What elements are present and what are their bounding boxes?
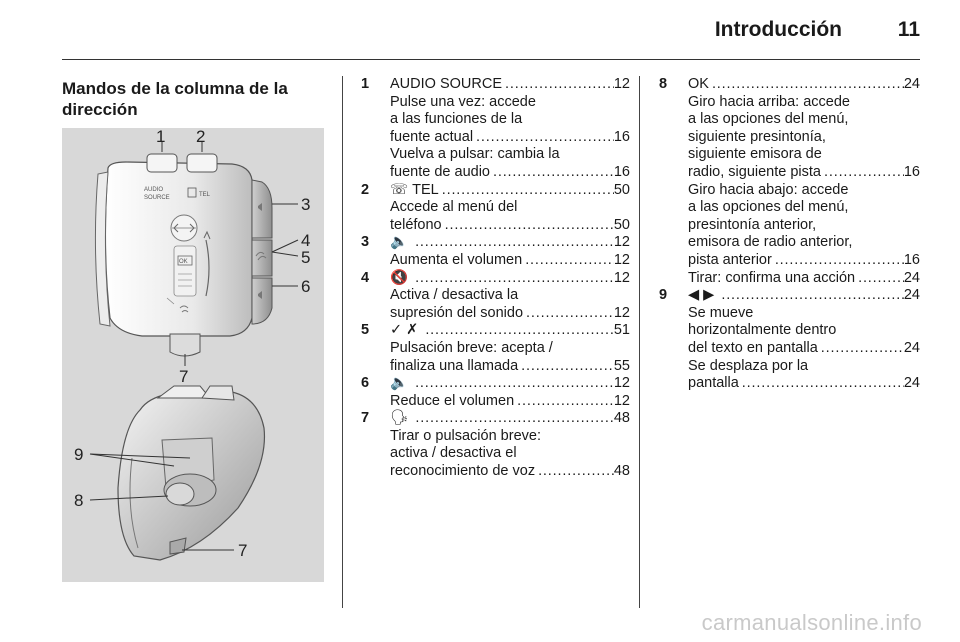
entry-text: a las funciones de la <box>390 111 523 128</box>
entry-line <box>390 322 630 340</box>
entry-text: OK <box>688 76 709 92</box>
entry-line <box>688 182 920 200</box>
entry-line <box>390 217 630 235</box>
entry-number: 7 <box>361 410 370 427</box>
entry-text: TEL <box>412 181 439 198</box>
volume-up-icon: 🔈 <box>390 234 409 251</box>
column-divider <box>342 76 343 608</box>
voice-recognition-icon: 🗣 <box>390 410 409 427</box>
header-rule <box>62 59 920 60</box>
audio-label: AUDIO <box>144 187 164 193</box>
leader-dots <box>502 76 614 94</box>
leader-dots <box>412 410 613 428</box>
entry-line <box>688 129 920 147</box>
entry-text: Vuelva a pulsar: cambia la <box>390 146 560 163</box>
leader-dots <box>718 287 904 305</box>
entry-line <box>688 322 920 340</box>
entry-number: 6 <box>361 375 370 392</box>
entry-line <box>688 305 920 323</box>
entry-line <box>390 340 630 358</box>
entry-line <box>390 76 630 94</box>
entry-text: activa / desactiva el <box>390 445 517 462</box>
entry-text: horizontalmente dentro <box>688 322 837 339</box>
leader-dots <box>439 182 614 200</box>
steering-controls-illustration <box>62 128 324 582</box>
leader-dots <box>739 375 904 393</box>
entry-line <box>390 94 630 112</box>
page-ref: 12 <box>613 234 630 251</box>
call-accept-end-icon: ✓ ✗ <box>390 322 419 339</box>
entry-text: pista anterior <box>688 251 772 268</box>
controls-list-column-1 <box>352 76 630 481</box>
entry-line <box>390 182 630 200</box>
leader-dots <box>442 217 614 235</box>
entry-line <box>688 217 920 235</box>
entry-number: 3 <box>361 234 370 251</box>
leader-dots <box>412 234 614 252</box>
entry-text: Reduce el volumen <box>390 392 515 409</box>
entry-line <box>390 375 630 393</box>
callout-3: 3 <box>301 195 311 214</box>
callout-2: 2 <box>196 128 206 146</box>
entry-number: 9 <box>659 287 668 304</box>
page-ref: 48 <box>613 410 630 427</box>
page-ref: 24 <box>903 269 920 286</box>
entry-call-accept-end <box>352 322 630 375</box>
entry-text: fuente actual <box>390 128 474 145</box>
entry-text: a las opciones del menú, <box>688 111 849 128</box>
leader-dots <box>490 164 614 182</box>
page-ref: 24 <box>903 375 920 392</box>
entry-line <box>688 164 920 182</box>
entry-tel <box>352 182 630 235</box>
page-ref: 50 <box>613 181 630 198</box>
page-ref: 12 <box>613 375 630 392</box>
page-ref: 24 <box>903 339 920 356</box>
leader-dots <box>522 252 614 270</box>
controls-drawing <box>62 128 324 582</box>
leader-dots <box>422 322 614 340</box>
leader-dots <box>818 340 904 358</box>
callout-8: 8 <box>74 491 84 510</box>
watermark: carmanualsonline.info <box>701 610 922 635</box>
entry-text: Activa / desactiva la <box>390 287 519 304</box>
entry-text: Tirar: confirma una acción <box>688 269 856 286</box>
entry-text: reconocimiento de voz <box>390 463 536 480</box>
entry-ok <box>650 76 920 287</box>
entry-text: Pulse una vez: accede <box>390 93 536 110</box>
leader-dots <box>709 76 904 94</box>
entry-text: siguiente presintonía, <box>688 128 826 145</box>
page-ref: 12 <box>613 269 630 286</box>
entry-line <box>688 111 920 129</box>
page-ref: 12 <box>613 392 630 409</box>
entry-line <box>390 199 630 217</box>
page-ref: 16 <box>613 128 630 145</box>
page-ref: 48 <box>613 463 630 480</box>
entry-text: Pulsación breve: acepta / <box>390 339 553 356</box>
entry-audio-source <box>352 76 630 182</box>
entry-line <box>390 129 630 147</box>
entry-text: Giro hacia arriba: accede <box>688 93 850 110</box>
entry-line <box>390 305 630 323</box>
source-label: SOURCE <box>144 195 170 201</box>
callout-4: 4 <box>301 231 311 250</box>
entry-text: del texto en pantalla <box>688 339 818 356</box>
volume-down-icon: 🔈 <box>390 375 409 392</box>
entry-text: Accede al menú del <box>390 199 518 216</box>
entry-text: Giro hacia abajo: accede <box>688 181 849 198</box>
leader-dots <box>523 305 614 323</box>
entry-line <box>390 463 630 481</box>
entry-line <box>390 428 630 446</box>
page-number: 11 <box>897 18 920 41</box>
page-ref: 12 <box>613 304 630 321</box>
entry-line <box>688 252 920 270</box>
entry-text: Se mueve <box>688 304 754 321</box>
entry-text: Aumenta el volumen <box>390 251 523 268</box>
entry-number: 1 <box>361 76 370 92</box>
callout-5: 5 <box>301 248 311 267</box>
entry-line <box>390 270 630 288</box>
entry-line <box>390 393 630 411</box>
entry-text: AUDIO SOURCE <box>390 76 502 92</box>
entry-text: Tirar o pulsación breve: <box>390 427 541 444</box>
entry-line <box>688 146 920 164</box>
entry-line <box>390 234 630 252</box>
controls-list-column-2 <box>650 76 920 393</box>
page-ref: 16 <box>903 251 920 268</box>
left-right-arrows-icon: ◀ ▶ <box>688 287 715 304</box>
page-ref: 24 <box>903 287 920 304</box>
entry-text: Se desplaza por la <box>688 357 809 374</box>
entry-voice-recognition <box>352 410 630 480</box>
callout-7-lower: 7 <box>238 541 248 560</box>
leader-dots <box>412 375 614 393</box>
entry-volume-up <box>352 234 630 269</box>
leader-dots <box>535 463 614 481</box>
entry-line <box>688 270 920 288</box>
entry-line <box>688 287 920 305</box>
section-title: Mandos de la columna de la dirección <box>62 79 288 119</box>
page-ref: 12 <box>613 251 630 268</box>
entry-line <box>390 410 630 428</box>
page-ref: 24 <box>903 76 920 92</box>
entry-line <box>390 252 630 270</box>
tel-label: TEL <box>199 192 211 198</box>
entry-line <box>688 358 920 376</box>
entry-line <box>390 287 630 305</box>
entry-line <box>390 146 630 164</box>
entry-number: 4 <box>361 269 370 286</box>
entry-text: finaliza una llamada <box>390 357 519 374</box>
entry-text: emisora de radio anterior, <box>688 234 853 251</box>
leader-dots <box>518 358 614 376</box>
entry-line <box>390 358 630 376</box>
entry-arrow-buttons <box>650 287 920 393</box>
entry-text: teléfono <box>390 216 442 233</box>
entry-line <box>688 234 920 252</box>
page-ref: 55 <box>613 357 630 374</box>
column-divider <box>639 76 640 608</box>
leader-dots <box>473 129 614 147</box>
callout-1: 1 <box>156 128 166 146</box>
leader-dots <box>412 270 614 288</box>
entry-text: radio, siguiente pista <box>688 163 821 180</box>
page-ref: 16 <box>613 163 630 180</box>
entry-line <box>390 111 630 129</box>
leader-dots <box>855 270 904 288</box>
phone-icon: ☏ <box>390 181 409 198</box>
page-ref: 51 <box>613 322 630 339</box>
entry-text: pantalla <box>688 375 739 392</box>
entry-text: a las opciones del menú, <box>688 199 849 216</box>
header-title: Introducción <box>714 18 842 41</box>
entry-line <box>390 164 630 182</box>
entry-volume-down <box>352 375 630 410</box>
ok-label: OK <box>179 259 188 265</box>
callout-7: 7 <box>179 367 189 386</box>
entry-line <box>688 375 920 393</box>
entry-text: siguiente emisora de <box>688 146 822 163</box>
entry-line <box>688 199 920 217</box>
entry-line <box>390 445 630 463</box>
leader-dots <box>514 393 614 411</box>
entry-text: supresión del sonido <box>390 304 524 321</box>
callout-6: 6 <box>301 277 311 296</box>
page-ref: 16 <box>903 163 920 180</box>
mute-icon: 🔇 <box>390 269 409 286</box>
entry-mute <box>352 270 630 323</box>
leader-dots <box>821 164 904 182</box>
entry-number: 8 <box>659 76 668 92</box>
entry-line <box>688 76 920 94</box>
page-header <box>0 0 960 60</box>
entry-line <box>688 94 920 112</box>
entry-line <box>688 340 920 358</box>
callout-9: 9 <box>74 445 84 464</box>
entry-number: 2 <box>361 181 370 198</box>
leader-dots <box>772 252 904 270</box>
page-ref: 50 <box>613 216 630 233</box>
entry-text: presintonía anterior, <box>688 216 817 233</box>
page-ref: 12 <box>613 76 630 92</box>
entry-text: fuente de audio <box>390 163 490 180</box>
entry-number: 5 <box>361 322 370 339</box>
